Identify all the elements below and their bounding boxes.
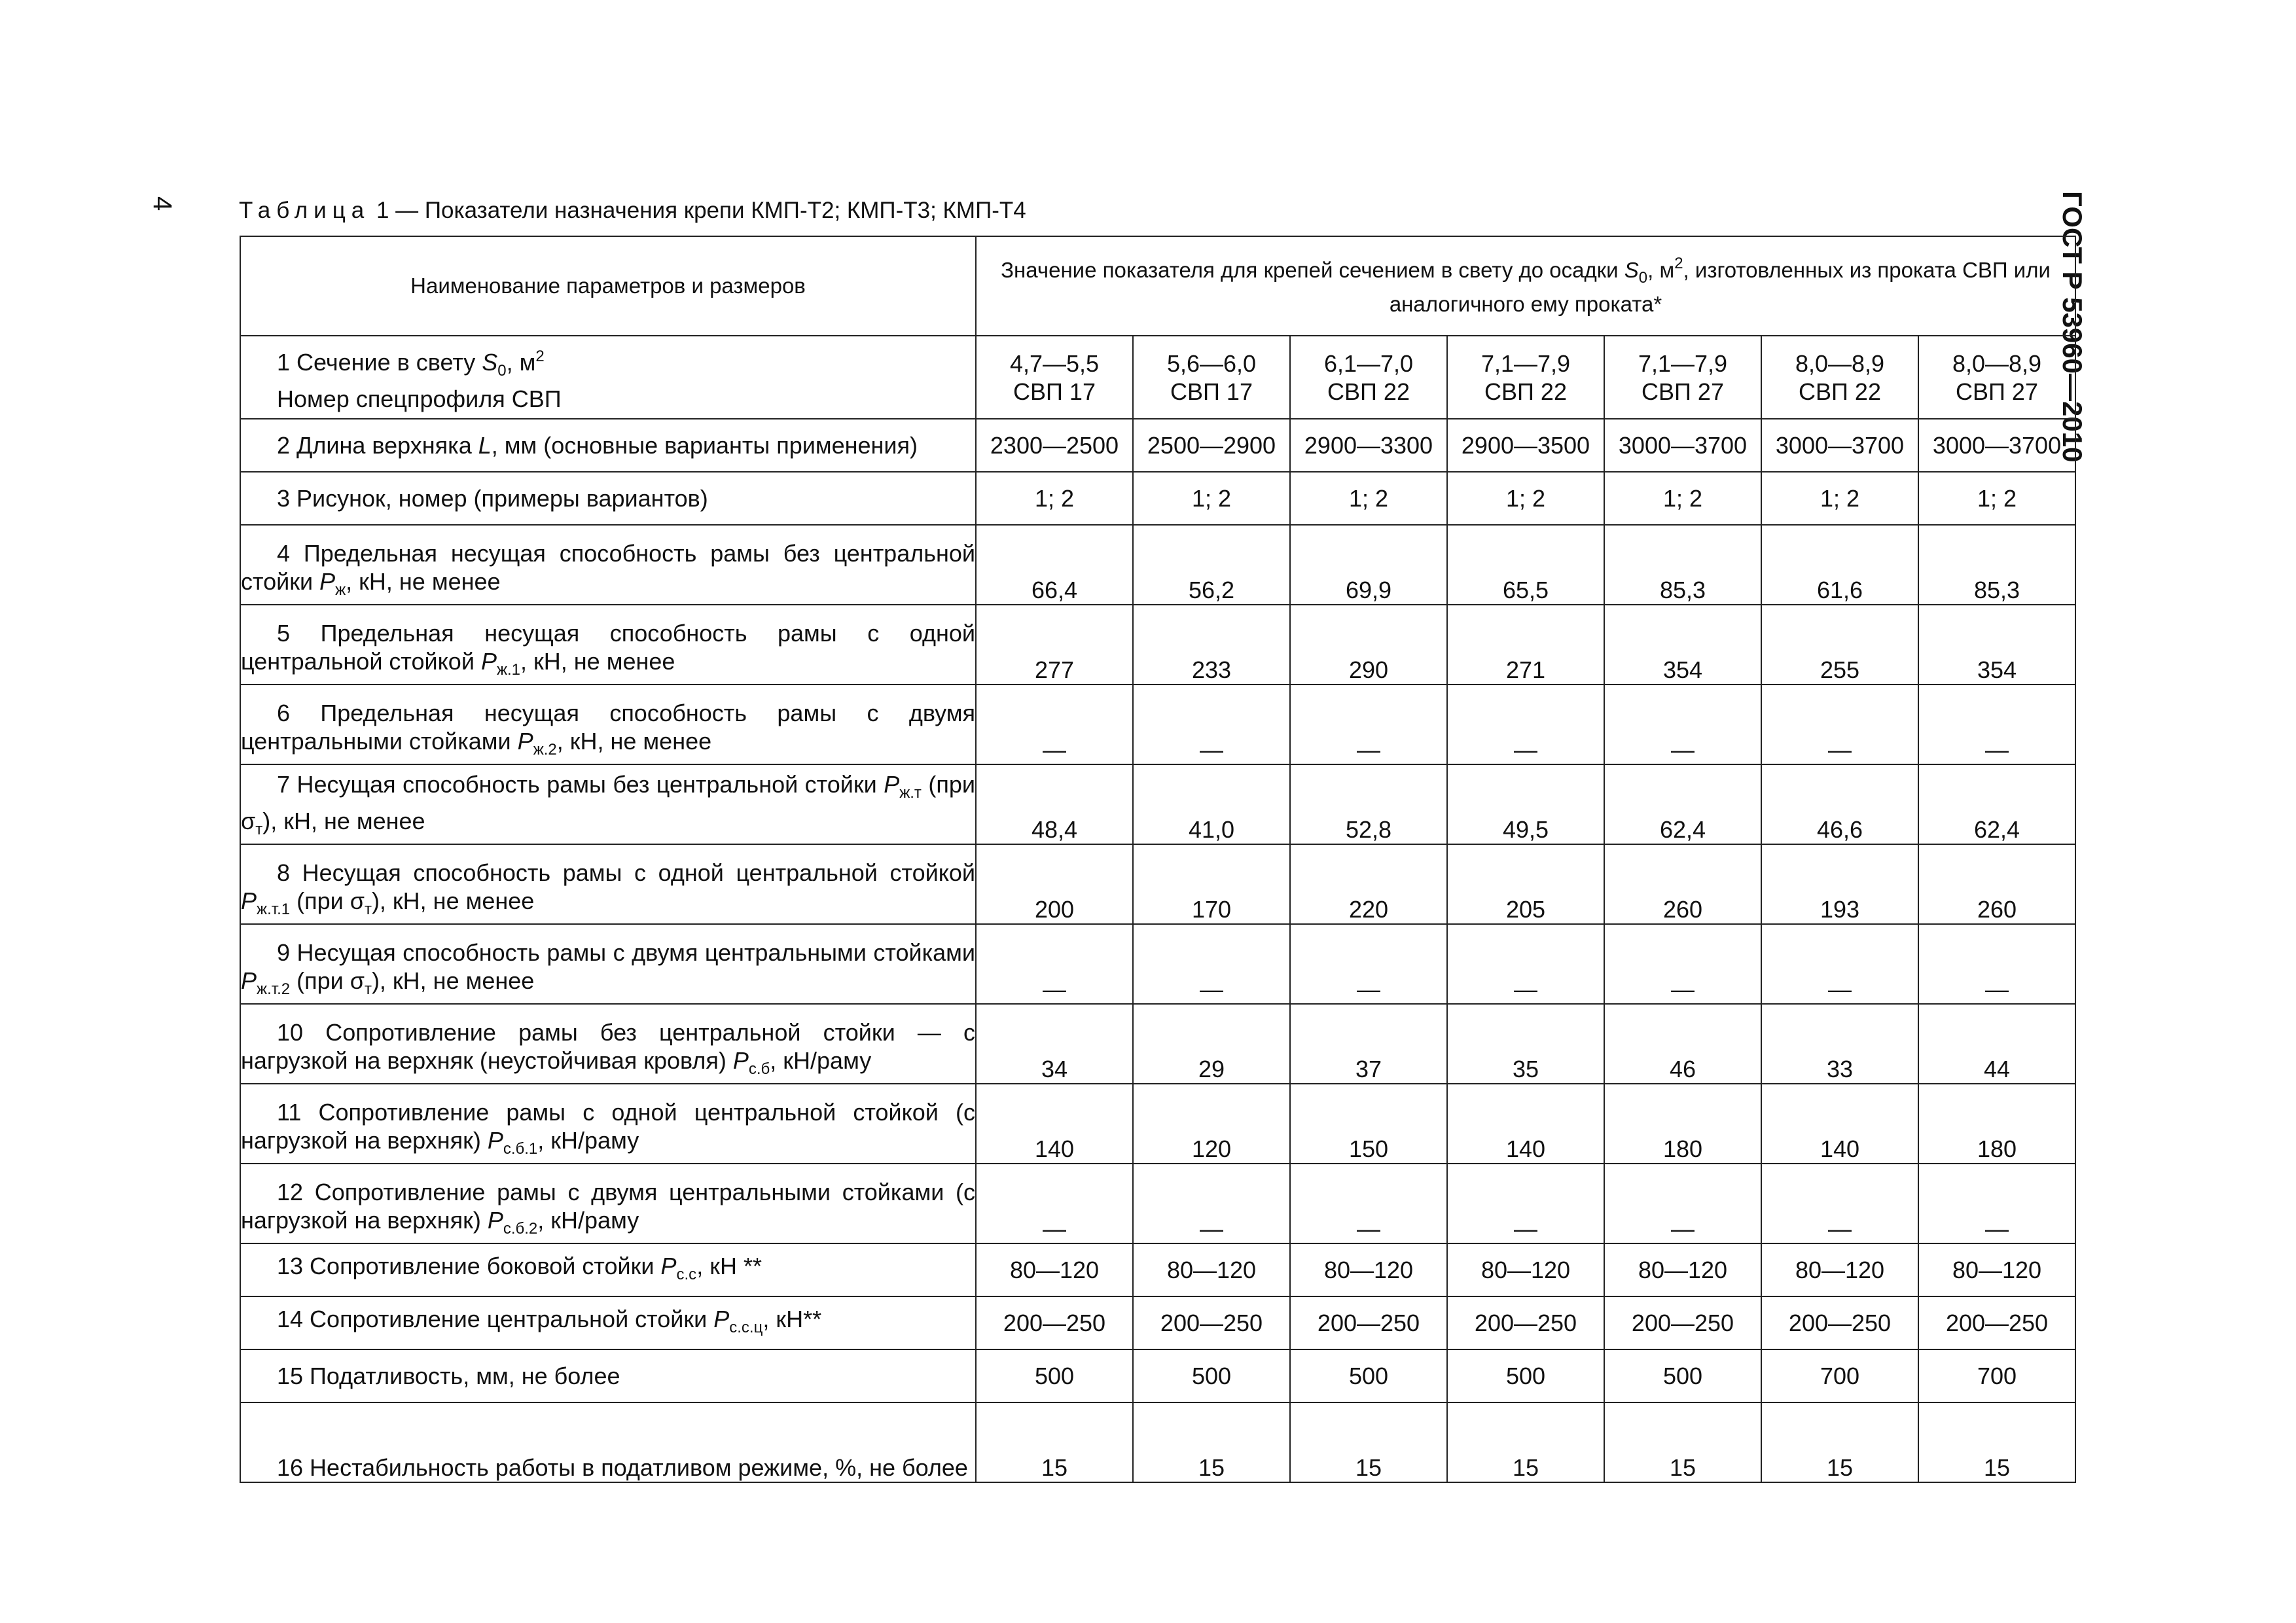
value-cell: — bbox=[1447, 924, 1604, 1004]
value-cell: 500 bbox=[1133, 1349, 1290, 1402]
value-cell: 80—120 bbox=[1290, 1243, 1447, 1296]
table-row bbox=[240, 525, 2075, 605]
value-cell: 49,5 bbox=[1447, 764, 1604, 844]
value-cell: — bbox=[1604, 1164, 1761, 1243]
parameter-text: , кН/раму bbox=[770, 1047, 872, 1074]
value-cell: 62,4 bbox=[1604, 764, 1761, 844]
parameter-subscript: с.б bbox=[748, 1060, 770, 1078]
parameter-symbol: L bbox=[478, 432, 492, 459]
parameter-symbol: P bbox=[884, 771, 900, 798]
parameter-text: , кН, не менее bbox=[556, 728, 712, 755]
value-cell: 8,0—8,9 СВП 27 bbox=[1918, 336, 2075, 419]
parameter-text: , кН, не менее bbox=[346, 568, 501, 595]
parameter-superscript: 2 bbox=[535, 347, 545, 365]
header-row bbox=[240, 236, 2075, 336]
table-row bbox=[240, 1296, 2075, 1349]
parameters-table bbox=[240, 236, 2076, 1483]
parameter-symbol: P bbox=[487, 1207, 503, 1234]
parameter-name: 4 Предельная несущая способность рамы без центральной стойки $P_ж$, кН, не менее bbox=[240, 525, 976, 605]
value-cell: — bbox=[976, 924, 1133, 1004]
parameter-text: Длина верхняка bbox=[296, 432, 478, 459]
value-cell: 1; 2 bbox=[976, 472, 1133, 525]
parameter-name: 12 Сопротивление рамы с двумя центральными стойками (с нагрузкой на верхняк) $P_{с.б.2}$, кН/раму bbox=[240, 1164, 976, 1243]
parameter-subscript: с.б.1 bbox=[503, 1140, 538, 1158]
parameter-text: , м bbox=[506, 348, 536, 376]
parameter-text: Сопротивление рамы с одной центральной стойкой (с нагрузкой на верхняк) bbox=[241, 1099, 975, 1154]
parameter-name: 15 Податливость, мм, не более bbox=[240, 1349, 976, 1402]
parameter-symbol: P bbox=[713, 1305, 730, 1332]
value-cell: 140 bbox=[1761, 1084, 1918, 1164]
value-cell: 170 bbox=[1133, 844, 1290, 924]
table-row bbox=[240, 1164, 2075, 1243]
table-row bbox=[240, 924, 2075, 1004]
parameter-symbol: P bbox=[241, 967, 257, 994]
value-cell: 260 bbox=[1918, 844, 2075, 924]
parameter-text: Сопротивление рамы без центральной стойки — с нагрузкой на верхняк (неустойчивая кровля) bbox=[241, 1019, 976, 1074]
parameter-name: 1 Сечение в свету $S_0$, $м^2$ Номер спецпрофиля СВП bbox=[240, 336, 976, 419]
value-cell: 205 bbox=[1447, 844, 1604, 924]
table-row bbox=[240, 1402, 2075, 1482]
value-cell: — bbox=[1290, 685, 1447, 764]
table-row bbox=[240, 1349, 2075, 1402]
parameter-text: Предельная несущая способность рамы с двумя центральными стойками bbox=[241, 700, 975, 755]
parameter-name: 11 Сопротивление рамы с одной центральной стойкой (с нагрузкой на верхняк) $P_{с.б.1}$, кН/раму bbox=[240, 1084, 976, 1164]
parameter-text: Податливость, мм, не более bbox=[310, 1363, 620, 1389]
value-cell: 200—250 bbox=[1447, 1296, 1604, 1349]
value-cell: 46,6 bbox=[1761, 764, 1918, 844]
value-cell: — bbox=[1604, 924, 1761, 1004]
value-cell: 200—250 bbox=[1604, 1296, 1761, 1349]
parameter-symbol: P bbox=[480, 648, 497, 675]
value-cell: 220 bbox=[1290, 844, 1447, 924]
table-body bbox=[240, 336, 2075, 1482]
value-cell: 500 bbox=[1604, 1349, 1761, 1402]
value-cell: 271 bbox=[1447, 605, 1604, 685]
value-cell: 15 bbox=[1761, 1402, 1918, 1482]
value-cell: 500 bbox=[976, 1349, 1133, 1402]
parameter-text: Номер спецпрофиля СВП bbox=[277, 385, 562, 412]
table-row bbox=[240, 1243, 2075, 1296]
value-cell: 29 bbox=[1133, 1004, 1290, 1084]
value-cell: 41,0 bbox=[1133, 764, 1290, 844]
parameter-name: 6 Предельная несущая способность рамы с двумя центральными стойками $P_{ж.2}$, кН, не менее bbox=[240, 685, 976, 764]
value-cell: — bbox=[1290, 924, 1447, 1004]
parameter-text: Сечение в свету bbox=[296, 348, 482, 376]
value-cell: 277 bbox=[976, 605, 1133, 685]
value-cell: — bbox=[976, 685, 1133, 764]
value-cell: 150 bbox=[1290, 1084, 1447, 1164]
value-cell: 5,6—6,0 СВП 17 bbox=[1133, 336, 1290, 419]
value-cell: — bbox=[1133, 685, 1290, 764]
parameter-text: Нестабильность работы в податливом режиме, %, не более bbox=[310, 1454, 968, 1481]
parameter-name: 5 Предельная несущая способность рамы с одной центральной стойкой $P_{ж.1}$, кН, не менее bbox=[240, 605, 976, 685]
header-values: Значение показателя для крепей сечением в свету до осадки $S_0$, $м^2$, изготовленных из проката СВП или аналогичного ему проката* bbox=[976, 236, 2075, 336]
table-row bbox=[240, 419, 2075, 472]
parameter-text: (при σ bbox=[290, 967, 365, 994]
value-cell: 15 bbox=[1133, 1402, 1290, 1482]
value-cell: — bbox=[976, 1164, 1133, 1243]
value-cell: 3000—3700 bbox=[1604, 419, 1761, 472]
parameter-symbol: P bbox=[732, 1047, 749, 1074]
value-cell: 180 bbox=[1604, 1084, 1761, 1164]
value-cell: 200—250 bbox=[1133, 1296, 1290, 1349]
parameter-subscript: с.с bbox=[676, 1265, 697, 1283]
parameter-text: , кН, не менее bbox=[520, 648, 675, 675]
parameter-text: ), кН, не менее bbox=[371, 887, 535, 914]
value-cell: 233 bbox=[1133, 605, 1290, 685]
caption-label: Таблица bbox=[239, 198, 370, 223]
value-cell: 80—120 bbox=[1447, 1243, 1604, 1296]
table-row bbox=[240, 472, 2075, 525]
value-cell: 1; 2 bbox=[1761, 472, 1918, 525]
value-cell: 1; 2 bbox=[1290, 472, 1447, 525]
parameter-subscript: ж.1 bbox=[496, 661, 521, 679]
value-cell: 2300—2500 bbox=[976, 419, 1133, 472]
value-cell: 15 bbox=[976, 1402, 1133, 1482]
parameter-text: (при σ bbox=[290, 887, 365, 914]
value-cell: 15 bbox=[1290, 1402, 1447, 1482]
value-cell: 1; 2 bbox=[1133, 472, 1290, 525]
value-cell: 34 bbox=[976, 1004, 1133, 1084]
parameter-name: 14 Сопротивление центральной стойки $P_{с.с.ц}$, кН** bbox=[240, 1296, 976, 1349]
value-cell: 37 bbox=[1290, 1004, 1447, 1084]
value-cell: 200—250 bbox=[1761, 1296, 1918, 1349]
value-cell: 200 bbox=[976, 844, 1133, 924]
table-row bbox=[240, 336, 2075, 419]
parameter-text: Несущая способность рамы с двумя центральными стойками bbox=[296, 939, 975, 966]
value-cell: 180 bbox=[1918, 1084, 2075, 1164]
value-cell: — bbox=[1290, 1164, 1447, 1243]
header-parameter-name: Наименование параметров и размеров bbox=[240, 236, 976, 336]
value-cell: 15 bbox=[1447, 1402, 1604, 1482]
value-cell: — bbox=[1761, 685, 1918, 764]
value-cell: — bbox=[1447, 685, 1604, 764]
parameter-text: , кН/раму bbox=[537, 1207, 639, 1234]
parameter-name: 2 Длина верхняка L, мм (основные варианты применения) bbox=[240, 419, 976, 472]
value-cell: 80—120 bbox=[1761, 1243, 1918, 1296]
value-cell: 3000—3700 bbox=[1761, 419, 1918, 472]
value-cell: — bbox=[1761, 1164, 1918, 1243]
parameter-text: Сопротивление рамы с двумя центральными стойками (с нагрузкой на верхняк) bbox=[241, 1179, 976, 1234]
table-caption bbox=[239, 198, 1026, 224]
table-row bbox=[240, 685, 2075, 764]
value-cell: 700 bbox=[1918, 1349, 2075, 1402]
value-cell: 200—250 bbox=[1918, 1296, 2075, 1349]
parameter-text: Рисунок, номер (примеры вариантов) bbox=[296, 485, 708, 512]
value-cell: 200—250 bbox=[1290, 1296, 1447, 1349]
value-cell: 80—120 bbox=[1133, 1243, 1290, 1296]
value-cell: 140 bbox=[1447, 1084, 1604, 1164]
value-cell: 62,4 bbox=[1918, 764, 2075, 844]
parameter-name: 13 Сопротивление боковой стойки $P_{с.с}$, кН ** bbox=[240, 1243, 976, 1296]
parameter-text: Несущая способность рамы без центральной стойки bbox=[296, 771, 884, 798]
parameter-text: Предельная несущая способность рамы с одной центральной стойкой bbox=[241, 620, 975, 675]
value-cell: 200—250 bbox=[976, 1296, 1133, 1349]
value-cell: 120 bbox=[1133, 1084, 1290, 1164]
parameter-symbol: P bbox=[660, 1252, 677, 1279]
value-cell: 500 bbox=[1290, 1349, 1447, 1402]
value-cell: — bbox=[1918, 1164, 2075, 1243]
value-cell: — bbox=[1604, 685, 1761, 764]
parameter-name: 3 Рисунок, номер (примеры вариантов) bbox=[240, 472, 976, 525]
value-cell: 2900—3300 bbox=[1290, 419, 1447, 472]
value-cell: 500 bbox=[1447, 1349, 1604, 1402]
parameter-subscript: ж.т.1 bbox=[257, 901, 291, 918]
value-cell: 255 bbox=[1761, 605, 1918, 685]
parameter-name: 16 Нестабильность работы в податливом режиме, %, не более bbox=[240, 1402, 976, 1482]
parameter-symbol: P bbox=[517, 728, 533, 755]
table-row bbox=[240, 605, 2075, 685]
value-cell: 65,5 bbox=[1447, 525, 1604, 605]
parameter-symbol: P bbox=[241, 887, 257, 914]
parameter-text: ), кН, не менее bbox=[371, 967, 535, 994]
parameter-subscript: т bbox=[364, 980, 372, 998]
value-cell: 354 bbox=[1604, 605, 1761, 685]
value-cell: 80—120 bbox=[976, 1243, 1133, 1296]
caption-text: 1 — Показатели назначения крепи КМП-Т2; КМП-Т3; КМП-Т4 bbox=[376, 198, 1026, 223]
value-cell: — bbox=[1133, 924, 1290, 1004]
value-cell: 85,3 bbox=[1604, 525, 1761, 605]
value-cell: 35 bbox=[1447, 1004, 1604, 1084]
page-number: 4 bbox=[148, 196, 177, 211]
value-cell: 52,8 bbox=[1290, 764, 1447, 844]
document-code: ГОСТ Р 53960—2010 bbox=[2057, 191, 2088, 463]
table-row bbox=[240, 1084, 2075, 1164]
parameter-subscript: т bbox=[364, 901, 372, 918]
value-cell: — bbox=[1761, 924, 1918, 1004]
value-cell: — bbox=[1918, 924, 2075, 1004]
parameter-text: , мм (основные варианты применения) bbox=[491, 432, 918, 459]
parameter-subscript: ж.т.2 bbox=[257, 980, 291, 998]
value-cell: 80—120 bbox=[1604, 1243, 1761, 1296]
value-cell: — bbox=[1447, 1164, 1604, 1243]
value-cell: 140 bbox=[976, 1084, 1133, 1164]
value-cell: 85,3 bbox=[1918, 525, 2075, 605]
parameter-text: Предельная несущая способность рамы без центральной стойки bbox=[241, 540, 975, 595]
value-cell: — bbox=[1133, 1164, 1290, 1243]
parameter-subscript: 0 bbox=[497, 361, 507, 380]
value-cell: 15 bbox=[1918, 1402, 2075, 1482]
parameter-name: 8 Несущая способность рамы с одной центральной стойкой $P_{ж.т.1}$ (при $\sigma_т$), кН, не менее bbox=[240, 844, 976, 924]
value-cell: 2500—2900 bbox=[1133, 419, 1290, 472]
value-cell: 61,6 bbox=[1761, 525, 1918, 605]
value-cell: 33 bbox=[1761, 1004, 1918, 1084]
parameter-subscript: ж bbox=[335, 581, 346, 599]
value-cell: 46 bbox=[1604, 1004, 1761, 1084]
parameter-text: Сопротивление боковой стойки bbox=[310, 1252, 661, 1279]
value-cell: 7,1—7,9 СВП 27 bbox=[1604, 336, 1761, 419]
value-cell: 8,0—8,9 СВП 22 bbox=[1761, 336, 1918, 419]
value-cell: — bbox=[1918, 685, 2075, 764]
value-cell: 354 bbox=[1918, 605, 2075, 685]
parameter-text: ), кН, не менее bbox=[262, 808, 425, 834]
value-cell: 44 bbox=[1918, 1004, 2075, 1084]
parameter-text: , кН ** bbox=[696, 1252, 762, 1279]
parameter-symbol: P bbox=[487, 1127, 503, 1154]
parameter-name: 7 Несущая способность рамы без центральной стойки $P_{ж.т}$ (при $\sigma_т$), кН, не менее bbox=[240, 764, 976, 844]
parameter-subscript: с.б.2 bbox=[503, 1220, 538, 1238]
value-cell: 290 bbox=[1290, 605, 1447, 685]
value-cell: 48,4 bbox=[976, 764, 1133, 844]
value-cell: 3000—3700 bbox=[1918, 419, 2075, 472]
table-row bbox=[240, 764, 2075, 844]
value-cell: 6,1—7,0 СВП 22 bbox=[1290, 336, 1447, 419]
parameter-text: (при σ bbox=[241, 771, 975, 834]
value-cell: 2900—3500 bbox=[1447, 419, 1604, 472]
parameter-subscript: т bbox=[255, 821, 263, 838]
value-cell: 56,2 bbox=[1133, 525, 1290, 605]
value-cell: 1; 2 bbox=[1918, 472, 2075, 525]
value-cell: 80—120 bbox=[1918, 1243, 2075, 1296]
parameter-name: 10 Сопротивление рамы без центральной стойки — с нагрузкой на верхняк (неустойчивая кровля) $P_{с.б}$, кН/раму bbox=[240, 1004, 976, 1084]
parameter-name: 9 Несущая способность рамы с двумя центральными стойками $P_{ж.т.2}$ (при $\sigma_т$), кН, не менее bbox=[240, 924, 976, 1004]
parameter-text: Несущая способность рамы с одной центральной стойкой bbox=[302, 859, 975, 886]
value-cell: 7,1—7,9 СВП 22 bbox=[1447, 336, 1604, 419]
parameter-subscript: ж.2 bbox=[533, 741, 557, 758]
value-cell: 15 bbox=[1604, 1402, 1761, 1482]
parameter-text: Сопротивление центральной стойки bbox=[310, 1305, 714, 1332]
value-cell: 193 bbox=[1761, 844, 1918, 924]
parameter-subscript: ж.т bbox=[899, 784, 922, 802]
value-cell: 66,4 bbox=[976, 525, 1133, 605]
value-cell: 1; 2 bbox=[1447, 472, 1604, 525]
value-cell: 700 bbox=[1761, 1349, 1918, 1402]
parameter-symbol: P bbox=[319, 568, 336, 595]
value-cell: 4,7—5,5 СВП 17 bbox=[976, 336, 1133, 419]
parameter-symbol: S bbox=[482, 348, 498, 376]
table-row bbox=[240, 1004, 2075, 1084]
value-cell: 260 bbox=[1604, 844, 1761, 924]
parameter-text: , кН** bbox=[762, 1305, 822, 1332]
parameter-text: , кН/раму bbox=[537, 1127, 639, 1154]
table-row bbox=[240, 844, 2075, 924]
value-cell: 69,9 bbox=[1290, 525, 1447, 605]
parameter-subscript: с.с.ц bbox=[729, 1318, 763, 1336]
value-cell: 1; 2 bbox=[1604, 472, 1761, 525]
